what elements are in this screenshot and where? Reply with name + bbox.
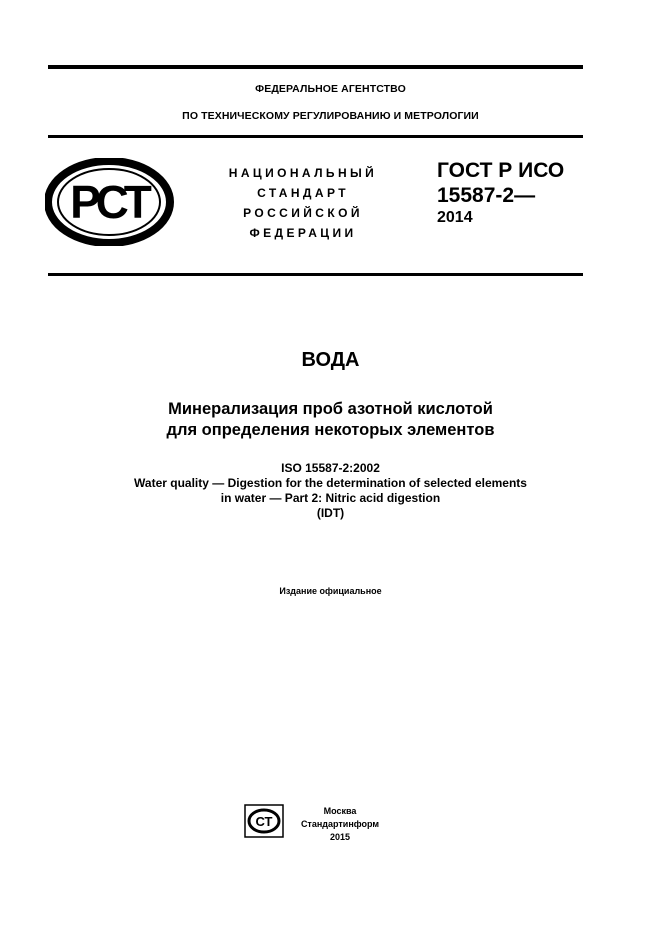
logo-text: РСТ <box>70 176 148 228</box>
subtitle-line-1: Минерализация проб азотной кислотой <box>168 400 493 418</box>
standartinform-logo-icon <box>244 804 284 838</box>
national-standard-line-3: РОССИЙСКОЙ <box>243 206 363 220</box>
rst-certification-mark-icon <box>45 158 175 246</box>
designation-line-3: 2014 <box>437 209 473 226</box>
national-standard-line-1: НАЦИОНАЛЬНЫЙ <box>228 166 378 180</box>
subtitle-line-2: для определения некоторых элементов <box>166 421 495 439</box>
designation-line-1: ГОСТ Р ИСО <box>437 159 565 182</box>
publisher-city: Москва <box>323 806 357 816</box>
iso-title-line-1: Water quality — Digestion for the determination of selected elements <box>134 476 527 490</box>
document-title: ВОДА <box>301 349 360 371</box>
agency-line-2: ПО ТЕХНИЧЕСКОМУ РЕГУЛИРОВАНИЮ И МЕТРОЛОГИИ <box>182 110 479 122</box>
publisher-name: Стандартинформ <box>300 819 380 829</box>
national-standard-line-2: СТАНДАРТ <box>257 186 349 200</box>
designation-line-2: 15587-2— <box>437 184 536 207</box>
edition-label: Издание официальное <box>279 586 382 596</box>
national-standard-line-4: ФЕДЕРАЦИИ <box>249 226 357 240</box>
top-rule <box>48 65 583 69</box>
iso-number: ISO 15587-2:2002 <box>281 461 380 475</box>
iso-title-line-2: in water — Part 2: Nitric acid digestion <box>220 491 441 505</box>
publisher-year: 2015 <box>329 832 351 842</box>
iso-equivalence: (IDT) <box>316 506 345 520</box>
svg-text:СТ: СТ <box>255 814 273 829</box>
header-bottom-rule <box>48 273 583 276</box>
agency-line-1: ФЕДЕРАЛЬНОЕ АГЕНТСТВО <box>255 83 406 95</box>
header-rule <box>48 135 583 138</box>
